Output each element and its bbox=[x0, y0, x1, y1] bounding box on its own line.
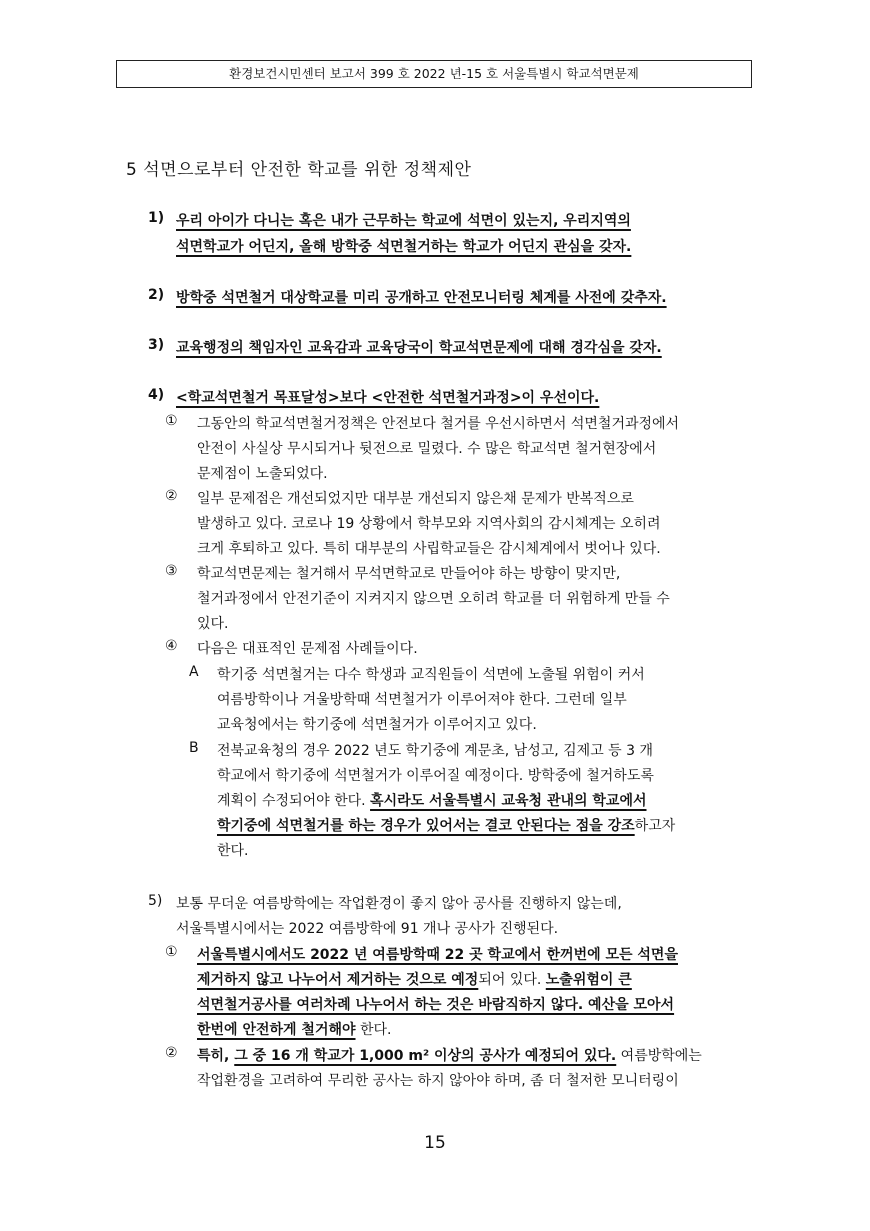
sub-3-marker: ③ bbox=[165, 563, 178, 579]
sub-5-1-line-1: 서울특별시에서도 2022 년 여름방학때 22 곳 학교에서 한꺼번에 모든 석면을 bbox=[197, 947, 678, 963]
sub-1-line-1: 그동안의 학교석면철거정책은 안전보다 철거를 우선시하면서 석면철거과정에서 bbox=[197, 416, 680, 432]
item-2-number: 2) bbox=[148, 287, 165, 303]
sub-5-1-line-2-emphasis-2: 노출위험이 큰 bbox=[545, 972, 632, 988]
case-a-line-2: 여름방학이나 겨울방학때 석면철거가 이루어져야 한다. 그런데 일부 bbox=[217, 692, 627, 708]
sub-5-2-line-2: 작업환경을 고려하여 무리한 공사는 하지 않아야 하며, 좀 더 철저한 모니터링이 bbox=[197, 1073, 679, 1089]
sub-3-line-3: 있다. bbox=[197, 616, 229, 632]
sub-5-1-line-4-emphasis: 한번에 안전하게 철거해야 bbox=[197, 1022, 356, 1038]
sub-5-2-line-1-emphasis: 그 중 16 개 학교가 1,000 m² 이상의 공사가 예정되어 있다. bbox=[234, 1048, 617, 1064]
case-b-line-5: 한다. bbox=[217, 843, 249, 859]
report-header: 환경보건시민센터 보고서 399 호 2022 년-15 호 서울특별시 학교석면문제 bbox=[116, 60, 752, 88]
case-b-line-3-plain: 계획이 수정되어야 한다. bbox=[217, 793, 371, 809]
sub-2-marker: ② bbox=[165, 488, 178, 504]
sub-5-1-line-3: 석면철거공사를 여러차례 나누어서 하는 것은 바람직하지 않다. 예산을 모아서 bbox=[197, 997, 675, 1013]
sub-5-2-line-1-plain: 여름방학에는 bbox=[616, 1048, 702, 1064]
sub-5-1-line-2-emphasis: 제거하지 않고 나누어서 제거하는 것으로 예정 bbox=[197, 972, 479, 988]
case-b-line-3 bbox=[217, 790, 647, 810]
case-b-line-1: 전북교육청의 경우 2022 년도 학기중에 계문초, 남성고, 김제고 등 3 개 bbox=[217, 743, 654, 759]
section-title: 5 석면으로부터 안전한 학교를 위한 정책제안 bbox=[126, 160, 472, 180]
sub-3-line-2: 철거과정에서 안전기준이 지켜지지 않으면 오히려 학교를 더 위험하게 만들 수 bbox=[197, 591, 670, 607]
sub-5-1-line-2 bbox=[197, 969, 632, 989]
case-a-line-3: 교육청에서는 학기중에 석면철거가 이루어지고 있다. bbox=[217, 717, 537, 733]
item-2-line-1: 방학중 석면철거 대상학교를 미리 공개하고 안전모니터링 체계를 사전에 갖추자. bbox=[176, 290, 667, 306]
sub-5-1-line-2-plain: 되어 있다. bbox=[478, 972, 546, 988]
sub-2-line-2: 발생하고 있다. 코로나 19 상황에서 학부모와 지역사회의 감시체계는 오히려 bbox=[197, 516, 661, 532]
sub-1-line-2: 안전이 사실상 무시되거나 뒷전으로 밀렸다. 수 많은 학교석면 철거현장에서 bbox=[197, 441, 657, 457]
sub-4-line-1: 다음은 대표적인 문제점 사례들이다. bbox=[197, 641, 418, 657]
sub-5-1-marker: ① bbox=[165, 944, 178, 960]
item-1-line-2: 석면학교가 어딘지, 올해 방학중 석면철거하는 학교가 어딘지 관심을 갖자. bbox=[176, 239, 632, 255]
case-b-line-2: 학교에서 학기중에 석면철거가 이루어질 예정이다. 방학중에 철거하도록 bbox=[217, 768, 654, 784]
item-3-line-1: 교육행정의 책임자인 교육감과 교육당국이 학교석면문제에 대해 경각심을 갖자. bbox=[176, 340, 662, 356]
sub-1-line-3: 문제점이 노출되었다. bbox=[197, 466, 328, 482]
item-4-number: 4) bbox=[148, 387, 165, 403]
item-4-line-1: <학교석면철거 목표달성>보다 <안전한 석면철거과정>이 우선이다. bbox=[176, 390, 600, 406]
case-b-line-3-emphasis: 혹시라도 서울특별시 교육청 관내의 학교에서 bbox=[370, 793, 647, 809]
item-3-number: 3) bbox=[148, 337, 165, 353]
sub-1-marker: ① bbox=[165, 413, 178, 429]
case-b-line-4-emphasis: 학기중에 석면철거를 하는 경우가 있어서는 결코 안된다는 점을 강조 bbox=[217, 818, 635, 834]
sub-5-1-line-4 bbox=[197, 1019, 391, 1039]
sub-5-2-line-1 bbox=[197, 1045, 702, 1065]
item-5-number: 5) bbox=[148, 893, 163, 909]
sub-2-line-1: 일부 문제점은 개선되었지만 대부분 개선되지 않은채 문제가 반복적으로 bbox=[197, 491, 634, 507]
page-number: 15 bbox=[424, 1133, 446, 1153]
sub-5-2-marker: ② bbox=[165, 1045, 178, 1061]
sub-2-line-3: 크게 후퇴하고 있다. 특히 대부분의 사립학교들은 감시체계에서 벗어나 있다. bbox=[197, 541, 661, 557]
case-a-line-1: 학기중 석면철거는 다수 학생과 교직원들이 석면에 노출될 위험이 커서 bbox=[217, 667, 645, 683]
sub-5-2-line-1-bold: 특히, bbox=[197, 1048, 235, 1064]
case-b-line-4-plain: 하고자 bbox=[634, 818, 676, 834]
case-b-marker: B bbox=[189, 740, 199, 756]
sub-3-line-1: 학교석면문제는 철거해서 무석면학교로 만들어야 하는 방향이 맞지만, bbox=[197, 566, 621, 582]
item-1-number: 1) bbox=[148, 210, 165, 226]
item-1-line-1: 우리 아이가 다니는 혹은 내가 근무하는 학교에 석면이 있는지, 우리지역의 bbox=[176, 213, 631, 229]
sub-4-marker: ④ bbox=[165, 638, 178, 654]
case-a-marker: A bbox=[189, 664, 199, 680]
item-5-line-1: 보통 무더운 여름방학에는 작업환경이 좋지 않아 공사를 진행하지 않는데, bbox=[176, 896, 622, 912]
item-5-line-2: 서울특별시에서는 2022 여름방학에 91 개나 공사가 진행된다. bbox=[176, 921, 559, 937]
case-b-line-4 bbox=[217, 815, 675, 835]
sub-5-1-line-4-plain: 한다. bbox=[355, 1022, 392, 1038]
